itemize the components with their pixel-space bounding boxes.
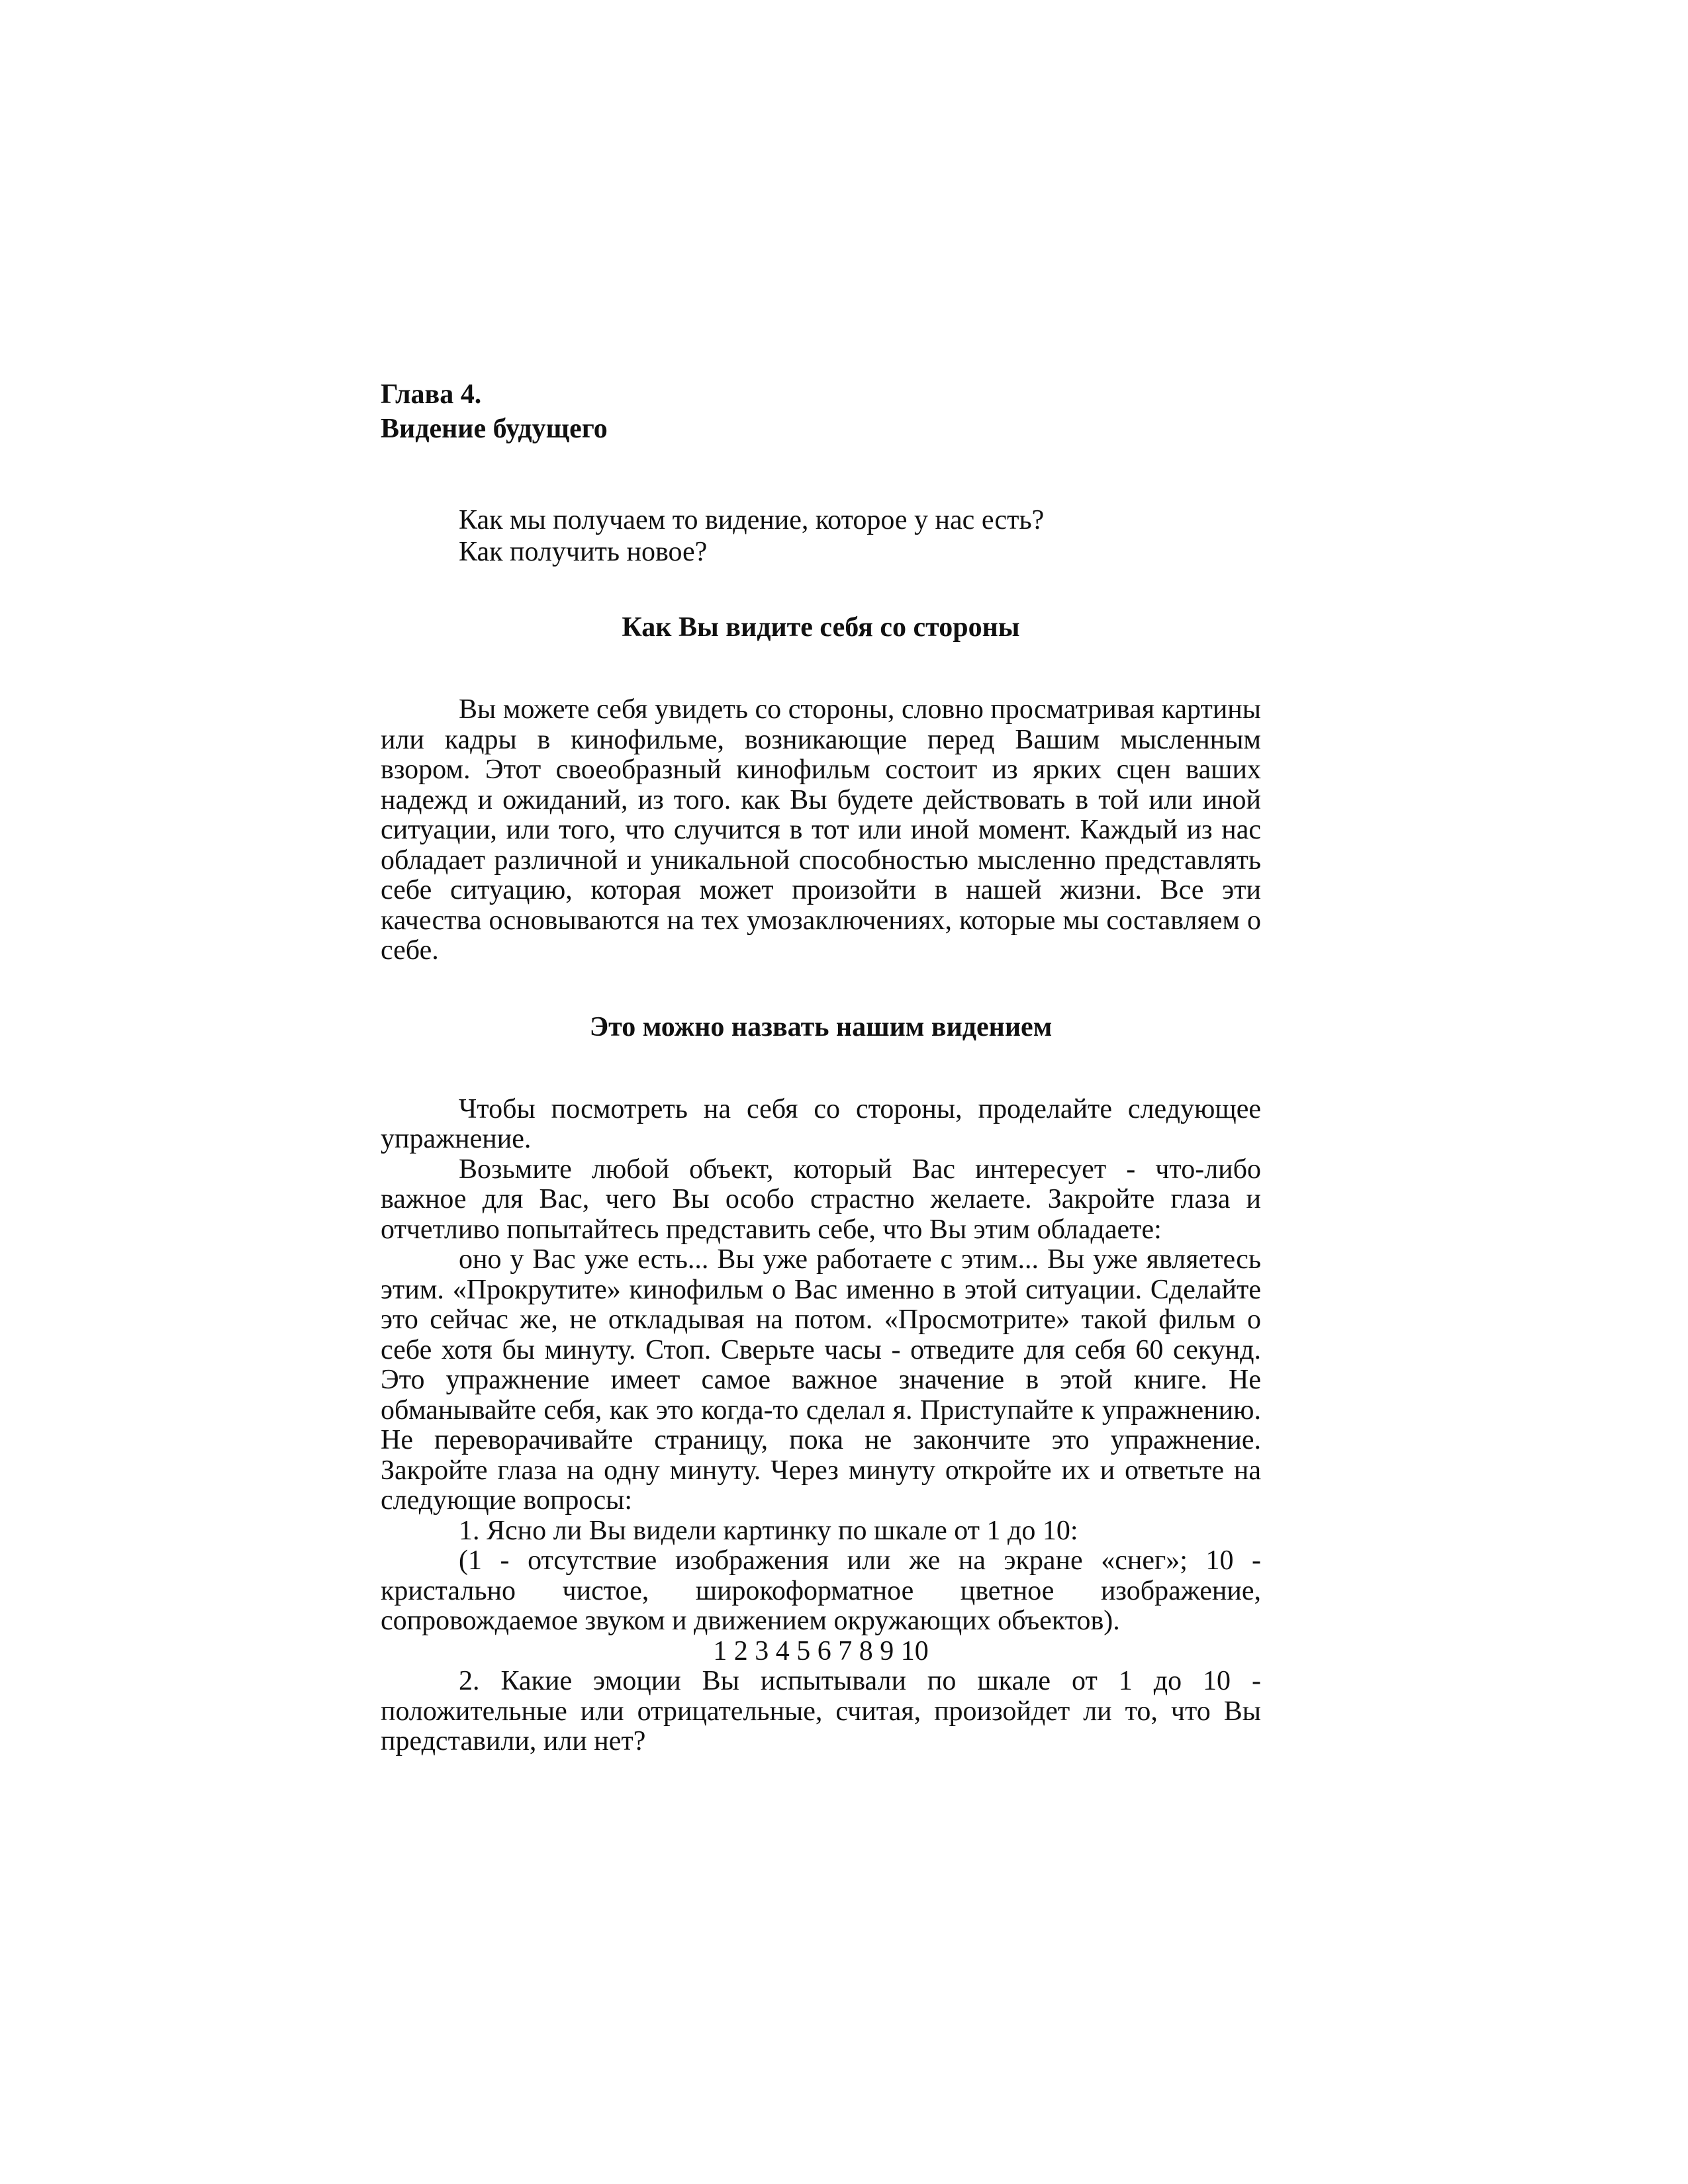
- chapter-name: Видение будущего: [381, 414, 608, 444]
- section-1-body: [381, 695, 1261, 966]
- document-page: [381, 377, 1261, 1757]
- paragraph: Чтобы посмотреть на себя со стороны, проделайте следующее упражнение.: [381, 1093, 1261, 1154]
- paragraph: Вы можете себя увидеть со стороны, словно просматривая картины или кадры в кинофильме, возникающие перед Вашим мысленным взором. Этот своеобразный кинофильм состоит из ярких сцен ваших надежд и ожиданий, из того. как Вы будете действовать в той или иной ситуации, или того, что случится в тот или иной момент. Каждый из нас обладает различной и уникальной способностью мысленно представлять себе ситуацию, которая может произойти в нашей жизни. Все эти качества основываются на тех умозаключениях, которые мы составляем о себе.: [381, 694, 1261, 966]
- question-2: 2. Какие эмоции Вы испытывали по шкале от 1 до 10 - положительные или отрицательные, считая, произойдет ли то, что Вы представили, или нет?: [381, 1666, 1261, 1756]
- question-1: 1. Ясно ли Вы видели картинку по шкале от 1 до 10:: [459, 1515, 1078, 1546]
- question-1-explanation: (1 - отсутствие изображения или же на экране «снег»; 10 - кристально чистое, широкоформатное цветное изображение, сопровождаемое звуком и движением окружающих объектов).: [381, 1545, 1261, 1636]
- epigraph-line-1: Как мы получаем то видение, которое у нас есть?: [459, 505, 1045, 535]
- section-2-body: [381, 1095, 1261, 1757]
- section-heading-1: Как Вы видите себя со стороны: [622, 612, 1020, 643]
- paragraph: Возьмите любой объект, который Вас интересует - что-либо важное для Вас, чего Вы особо страстно желаете. Закройте глаза и отчетливо попытайтесь представить себе, что Вы этим обладаете:: [381, 1154, 1261, 1245]
- chapter-number: Глава 4.: [381, 379, 482, 410]
- epigraph-line-2: Как получить новое?: [459, 537, 708, 567]
- paragraph: оно у Вас уже есть... Вы уже работаете с этим... Вы уже являетесь этим. «Прокрутите» кинофильм о Вас именно в этой ситуации. Сделайте это сейчас же, не откладывая на потом. «Просмотрите» такой фильм о себе хотя бы минуту. Стоп. Сверьте часы - отведите для себя 60 секунд. Это упражнение имеет самое важное значение в этой книге. Не обманывайте себя, как это когда-то сделал я. Приступайте к упражнению. Не переворачивайте страницу, пока не закончите это упражнение. Закройте глаза на одну минуту. Через минуту откройте их и ответьте на следующие вопросы:: [381, 1244, 1261, 1516]
- rating-scale: 1 2 3 4 5 6 7 8 9 10: [713, 1635, 929, 1666]
- section-heading-2: Это можно назвать нашим видением: [589, 1011, 1053, 1042]
- epigraph: [381, 504, 1261, 568]
- chapter-title: [381, 377, 1261, 446]
